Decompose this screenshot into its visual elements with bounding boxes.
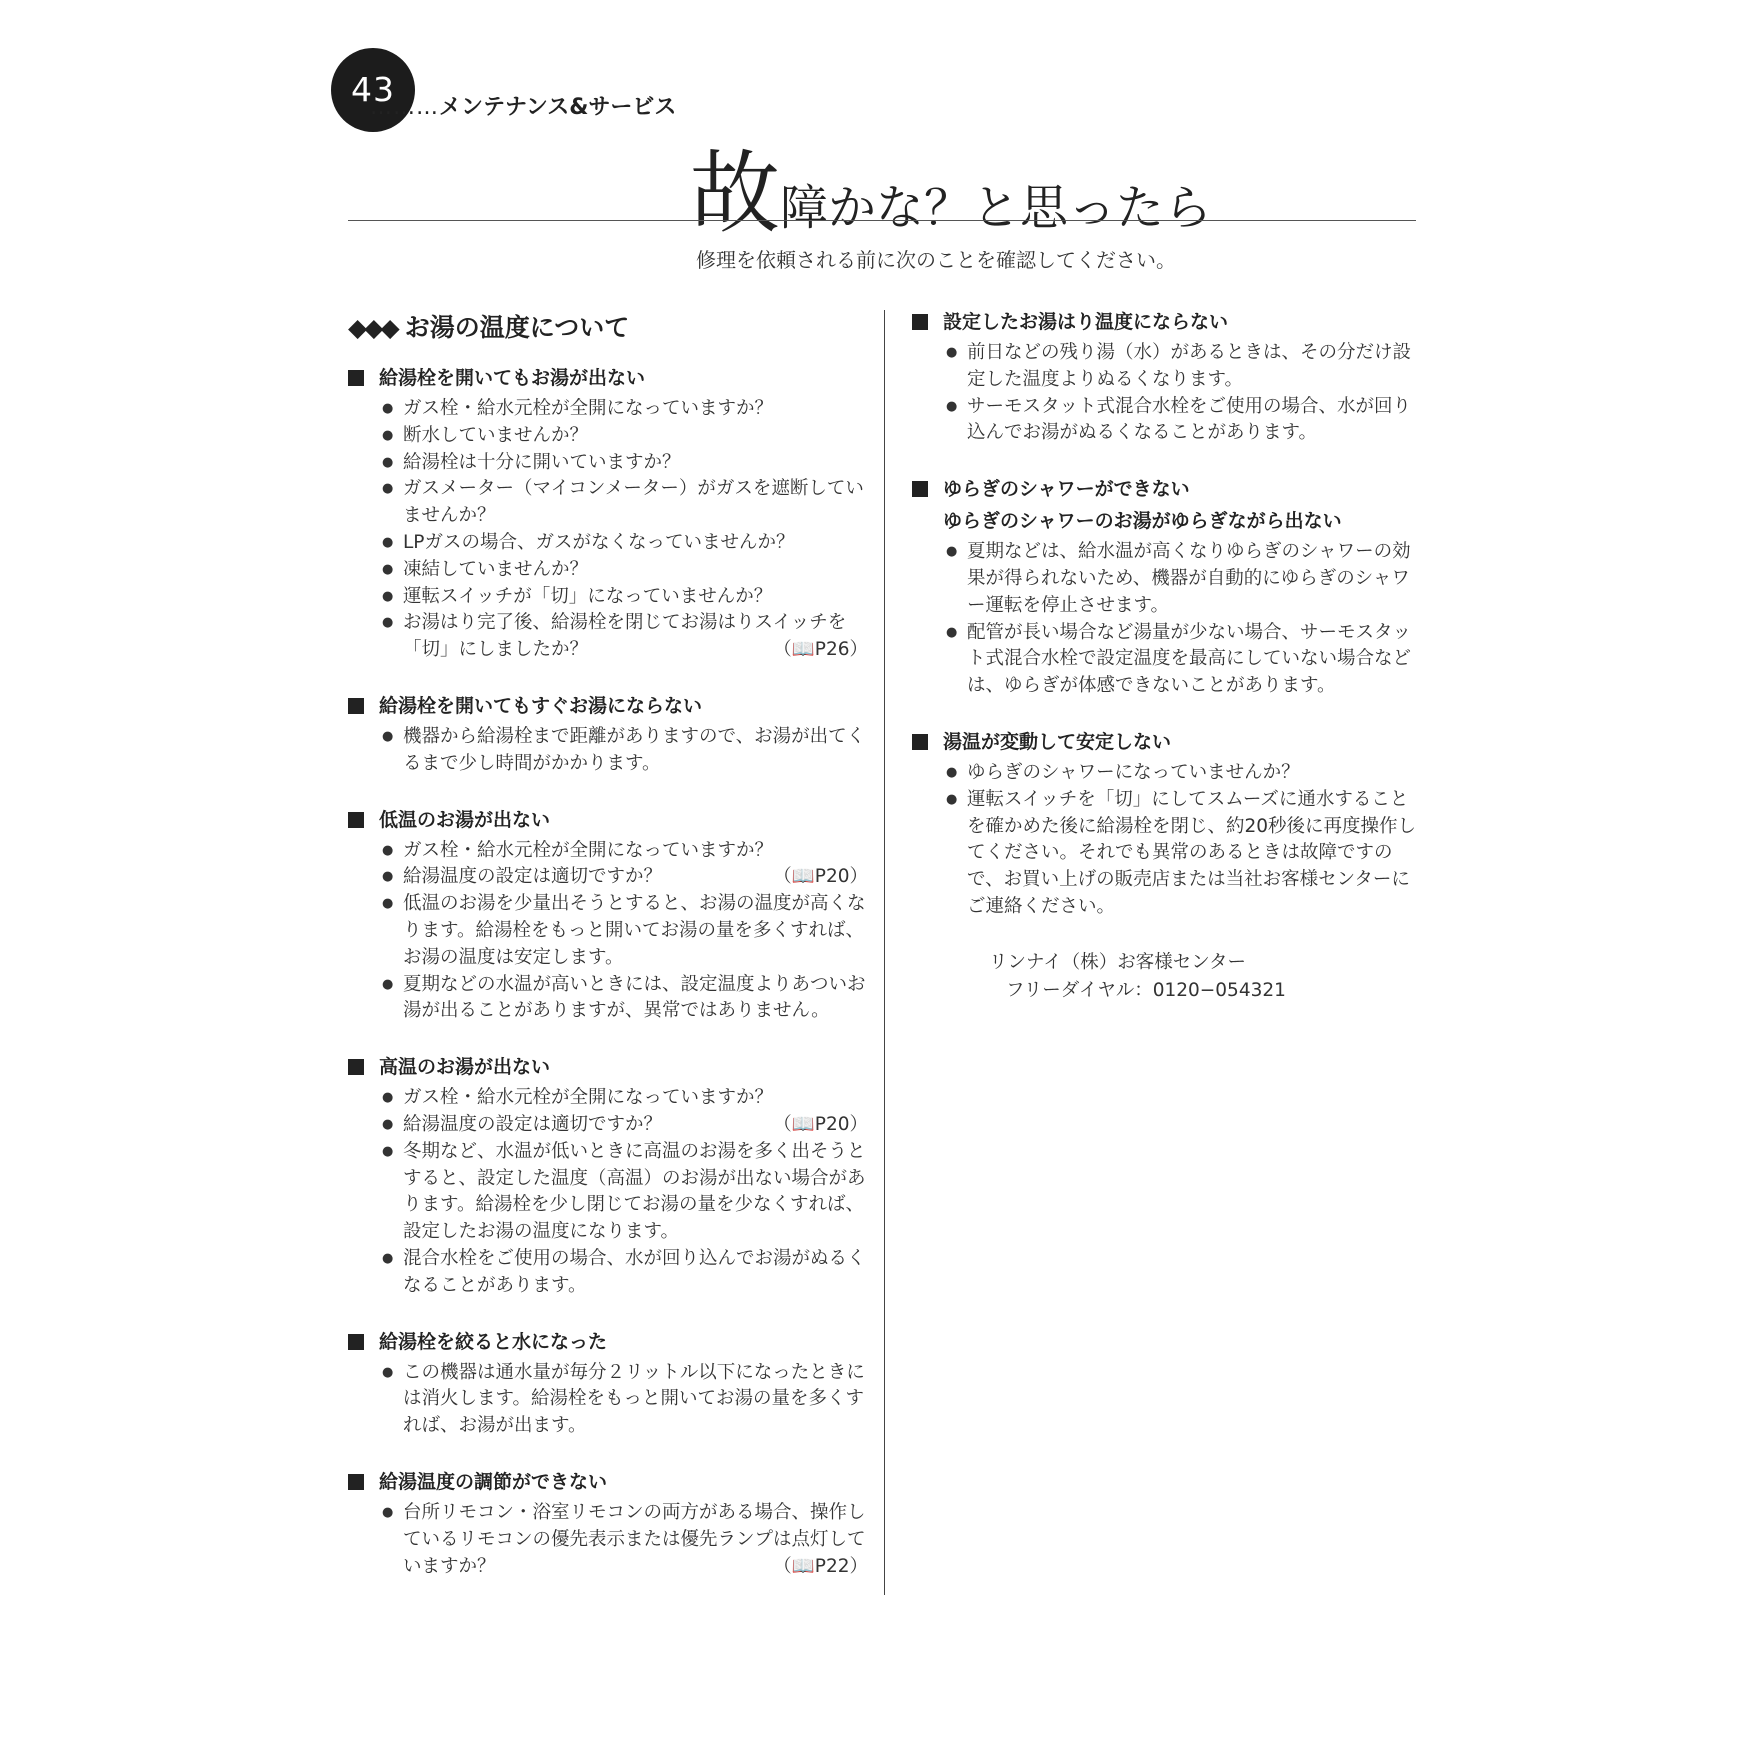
list-item: [382, 1085, 868, 1112]
bullet-icon: ●: [382, 401, 394, 416]
right-column: [912, 308, 1422, 1005]
list-item-text: 給湯温度の設定は適切ですか？: [403, 866, 663, 888]
bullet-icon: ●: [382, 534, 394, 550]
list-item: [382, 557, 868, 584]
list-item-text: ガス栓・給水元栓が全開になっていますか？: [403, 839, 774, 861]
section-dots: ………: [370, 95, 439, 120]
section-heading: 低温のお湯が出ない: [348, 806, 868, 834]
list-item: [382, 610, 868, 664]
list-item-text: 配管が長い場合など湯量が少ない場合、サーモスタット式混合水栓で設定温度を最高にしていない場合などは、ゆらぎが体感できないことがあります。: [967, 621, 1412, 697]
list-item: [382, 476, 868, 530]
section-heading-secondary: ゆらぎのシャワーのお湯がゆらぎながら出ない: [943, 510, 1342, 533]
faq-section: [348, 806, 868, 1026]
list-item: [946, 394, 1422, 448]
check-list: [912, 340, 1422, 447]
bullet-icon: ●: [946, 791, 958, 807]
list-item: [382, 724, 868, 778]
list-item: [382, 864, 868, 891]
list-item: [382, 396, 868, 423]
bullet-icon: ●: [382, 615, 394, 631]
list-item: [946, 539, 1422, 619]
list-item-text: サーモスタット式混合水栓をご使用の場合、水が回り込んでお湯がぬるくなることがあります。: [967, 395, 1412, 444]
check-list: [348, 724, 868, 778]
list-item: [382, 450, 868, 477]
list-item-text: 夏期などの水温が高いときには、設定温度よりあついお湯が出ることがありますが、異常ではありません。: [403, 973, 866, 1022]
faq-section: [912, 475, 1422, 700]
bullet-icon: ●: [946, 764, 958, 780]
list-item-text: 台所リモコン・浴室リモコンの両方がある場合、操作しているリモコンの優先表示または優先ランプは点灯していますか？: [403, 1501, 866, 1577]
list-item-text: 運転スイッチが「切」になっていませんか？: [403, 585, 773, 607]
bullet-icon: ●: [946, 544, 958, 560]
faq-section: [348, 1468, 868, 1580]
list-item-text: ガス栓・給水元栓が全開になっていますか？: [403, 1087, 774, 1109]
list-item: [382, 838, 868, 865]
group-title-text: お湯の温度について: [404, 313, 630, 342]
faq-section: [348, 1053, 868, 1299]
bullet-icon: ●: [946, 345, 958, 360]
list-item: [382, 1360, 868, 1440]
section-heading: 設定したお湯はり温度にならない: [912, 308, 1422, 336]
check-list: [348, 838, 868, 1026]
bullet-icon: ●: [382, 1250, 394, 1266]
group-title: [348, 308, 868, 344]
list-item-text: ガスメーター（マイコンメーター）がガスを遮断していませんか？: [403, 478, 864, 527]
page-reference: （📖P20）: [773, 866, 868, 888]
list-item-text: 運転スイッチを「切」にしてスムーズに通水することを確かめた後に給湯栓を閉じ、約20秒後に再度操作してください。それでも異常のあるときは故障ですので、お買い上げの販売店または当社お客様センターにご連絡ください。: [967, 788, 1417, 917]
contact-block: [912, 949, 1422, 1005]
page-reference: （📖P26）: [773, 639, 868, 661]
list-item-text: ガス栓・給水元栓が全開になっていますか？: [403, 398, 774, 419]
page-title-first-char: 故: [690, 141, 780, 246]
page-title-rest: 障かな？と思ったら: [780, 180, 1213, 236]
contact-phone: フリーダイヤル：0120−054321: [1006, 979, 1286, 1001]
bullet-icon: ●: [382, 1364, 394, 1380]
list-item: [382, 1246, 868, 1300]
contact-name: リンナイ（株）お客様センター: [989, 951, 1246, 973]
section-heading: 湯温が変動して安定しない: [912, 728, 1422, 756]
bullet-icon: ●: [382, 1143, 394, 1159]
bullet-icon: ●: [382, 1504, 394, 1520]
list-item-text: 給湯温度の設定は適切ですか？: [403, 1113, 663, 1135]
list-item-text: 低温のお湯を少量出そうとすると、お湯の温度が高くなります。給湯栓をもっと開いてお湯の量を多くすれば、お湯の温度は安定します。: [403, 893, 866, 968]
page-subtitle: 修理を依頼される前に次のことを確認してください。: [696, 248, 1176, 272]
list-item: [382, 972, 868, 1026]
bullet-icon: ●: [382, 481, 394, 497]
bullet-icon: ●: [382, 454, 394, 470]
list-item-text: 機器から給湯栓まで距離がありますので、お湯が出てくるまで少し時間がかかります。: [403, 725, 866, 774]
section-heading: 高温のお湯が出ない: [348, 1053, 868, 1081]
page-number: 43: [351, 70, 395, 109]
check-list: [348, 396, 868, 664]
bullet-icon: ●: [382, 1116, 394, 1132]
section-heading: 給湯温度の調節ができない: [348, 1468, 868, 1496]
list-item: [382, 1500, 868, 1580]
page-title: [690, 120, 1212, 250]
bullet-icon: ●: [382, 869, 394, 885]
title-divider: [348, 220, 1416, 221]
list-item: [946, 760, 1422, 787]
list-item-text: 凍結していませんか？: [403, 558, 589, 580]
faq-section: [348, 692, 868, 778]
check-list: [912, 760, 1422, 921]
check-list: [912, 539, 1422, 700]
list-item: [946, 340, 1422, 394]
bullet-icon: ●: [382, 976, 394, 992]
list-item-text: 給湯栓は十分に開いていますか？: [403, 451, 681, 473]
check-list: [348, 1500, 868, 1580]
list-item: [946, 620, 1422, 700]
faq-section: [348, 364, 868, 664]
section-label-text: メンテナンス&サービス: [439, 95, 677, 120]
list-item: [382, 891, 868, 971]
column-divider: [884, 310, 885, 1595]
page-reference: （📖P20）: [773, 1113, 868, 1135]
right-sections: [912, 308, 1422, 921]
list-item: [382, 1112, 868, 1139]
bullet-icon: ●: [382, 561, 394, 577]
check-list: [348, 1085, 868, 1299]
section-heading: ゆらぎのシャワーができない: [912, 475, 1422, 503]
section-heading: 給湯栓を絞ると水になった: [348, 1328, 868, 1356]
list-item-text: 混合水栓をご使用の場合、水が回り込んでお湯がぬるくなることがあります。: [403, 1247, 866, 1296]
list-item: [382, 530, 868, 557]
faq-section: [912, 308, 1422, 447]
bullet-icon: ●: [382, 728, 394, 744]
faq-section: [348, 1328, 868, 1440]
diamond-icon: ◆◆◆: [348, 313, 397, 342]
faq-section: [912, 728, 1422, 921]
list-item: [382, 1139, 868, 1246]
left-sections: [348, 364, 868, 1580]
list-item-text: LPガスの場合、ガスがなくなっていませんか？: [403, 531, 795, 553]
list-item-text: 断水していませんか？: [403, 424, 589, 446]
list-item-text: この機器は通水量が毎分２リットル以下になったときには消火します。給湯栓をもっと開いてお湯の量を多くすれば、お湯が出ます。: [403, 1361, 865, 1437]
list-item: [382, 584, 868, 611]
section-heading: 給湯栓を開いてもすぐお湯にならない: [348, 692, 868, 720]
list-item: [946, 787, 1422, 921]
bullet-icon: ●: [382, 896, 394, 912]
left-column: [348, 308, 868, 1608]
list-item-text: お湯はり完了後、給湯栓を閉じてお湯はりスイッチを「切」にしましたか？: [403, 612, 847, 661]
list-item-text: 冬期など、水温が低いときに高温のお湯を多く出そうとすると、設定した温度（高温）のお湯が出ない場合があります。給湯栓を少し閉じてお湯の量を少なくすれば、設定したお湯の温度になります。: [403, 1140, 866, 1243]
list-item: [382, 423, 868, 450]
list-item-text: ゆらぎのシャワーになっていませんか？: [967, 761, 1300, 783]
check-list: [348, 1360, 868, 1440]
bullet-icon: ●: [946, 398, 958, 414]
section-heading: 給湯栓を開いてもお湯が出ない: [348, 364, 868, 392]
bullet-icon: ●: [382, 842, 394, 858]
bullet-icon: ●: [382, 1090, 394, 1106]
bullet-icon: ●: [382, 427, 394, 443]
bullet-icon: ●: [382, 588, 394, 604]
list-item-text: 前日などの残り湯（水）があるときは、その分だけ設定した温度よりぬるくなります。: [967, 342, 1412, 390]
list-item-text: 夏期などは、給水温が高くなりゆらぎのシャワーの効果が得られないため、機器が自動的にゆらぎのシャワー運転を停止させます。: [967, 541, 1411, 616]
bullet-icon: ●: [946, 624, 958, 640]
section-label: [370, 90, 676, 121]
page-reference: （📖P22）: [773, 1555, 868, 1577]
